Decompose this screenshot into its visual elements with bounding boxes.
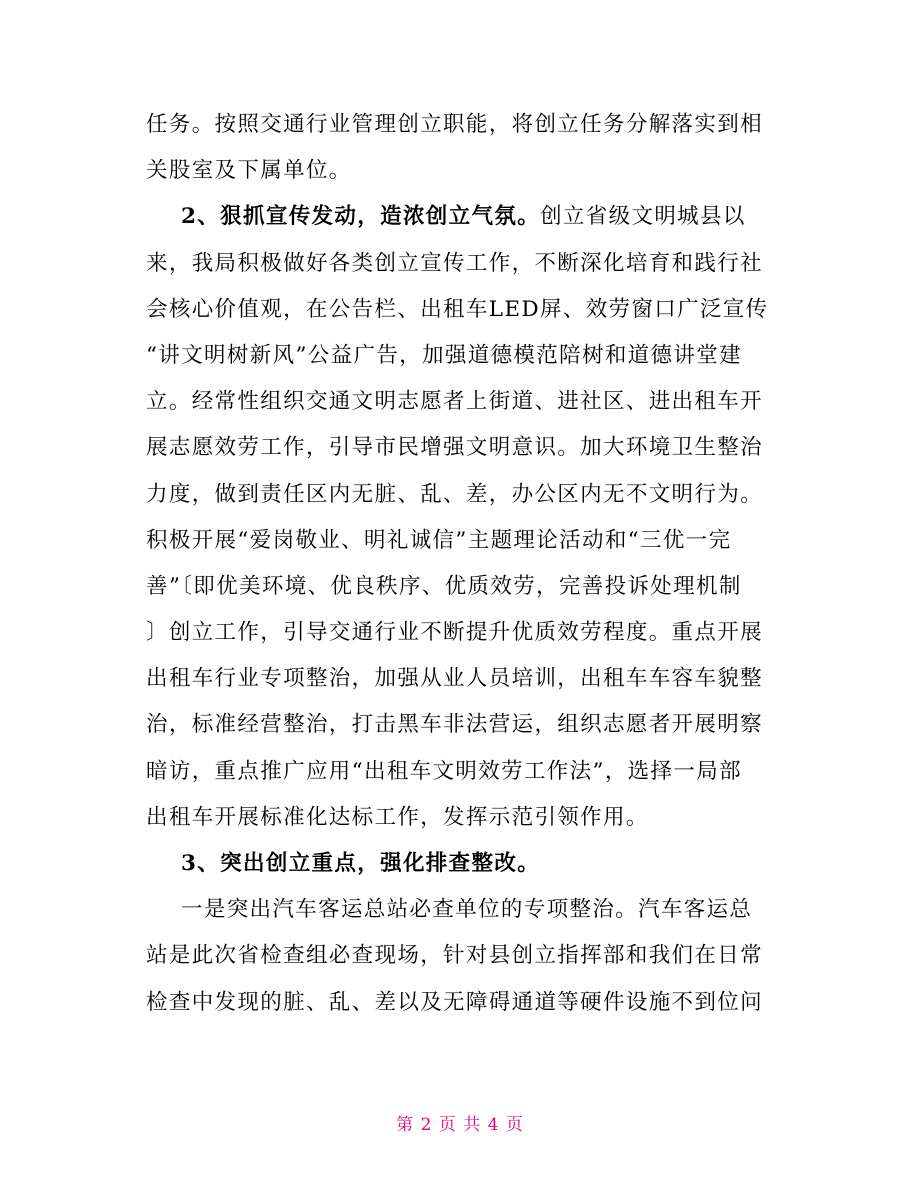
body-text: 展志愿效劳工作，引导市民增强文明意识。加大环境卫生整治	[146, 435, 763, 461]
text-line	[146, 841, 786, 887]
body-text: 出租车开展标准化达标工作，发挥示范引领作用。	[146, 804, 649, 830]
body-text: 善”〔即优美环境、优良秩序、优质效劳，完善投诉处理机制	[146, 573, 742, 599]
text-line	[146, 379, 786, 425]
body-text: 关股室及下属单位。	[146, 158, 352, 184]
text-line	[146, 702, 786, 748]
text-line	[146, 241, 786, 287]
text-line	[146, 148, 786, 194]
body-text: 会核心价值观，在公告栏、出租车LED屏、效劳窗口广泛宣传	[146, 296, 769, 322]
body-text: “讲文明树新风”公益广告，加强道德模范陪树和道德讲堂建	[146, 342, 742, 368]
body-text: 立。经常性组织交通文明志愿者上街道、进社区、进出租车开	[146, 389, 763, 415]
text-line	[146, 518, 786, 564]
text-line	[146, 287, 786, 333]
body-text: 一是突出汽车客运总站必查单位的专项整治。汽车客运总	[181, 897, 753, 923]
body-text: 创立省级文明城县以	[540, 204, 746, 230]
section-heading: 3、突出创立重点，强化排查整改。	[181, 851, 541, 876]
text-line	[146, 472, 786, 518]
section-heading: 2、狠抓宣传发动，造浓创立气氛。	[181, 204, 541, 230]
body-text: 来，我局积极做好各类创立宣传工作，不断深化培育和践行社	[146, 250, 763, 276]
text-line	[146, 933, 786, 979]
text-line	[146, 102, 786, 148]
text-line	[146, 610, 786, 656]
text-line	[146, 980, 786, 1026]
text-line	[146, 656, 786, 702]
document-body	[146, 102, 786, 1026]
text-line	[146, 194, 786, 240]
body-text: 出租车行业专项整治，加强从业人员培训，出租车车容车貌整	[146, 666, 763, 692]
page-number-footer: 第 2 页 共 4 页	[396, 1115, 524, 1135]
body-text: 站是此次省检查组必查现场，针对县创立指挥部和我们在日常	[146, 943, 763, 969]
body-text: 〕创立工作，引导交通行业不断提升优质效劳程度。重点开展	[146, 620, 763, 646]
text-line	[146, 795, 786, 841]
body-text: 检查中发现的脏、乱、差以及无障碍通道等硬件设施不到位问	[146, 989, 763, 1015]
text-line	[146, 887, 786, 933]
text-line	[146, 749, 786, 795]
text-line	[146, 564, 786, 610]
body-text: 积极开展“爱岗敬业、明礼诚信”主题理论活动和“三优一完	[146, 527, 732, 553]
body-text: 力度，做到责任区内无脏、乱、差，办公区内无不文明行为。	[146, 481, 763, 507]
body-text: 任务。按照交通行业管理创立职能，将创立任务分解落实到相	[146, 112, 763, 137]
text-line	[146, 425, 786, 471]
body-text: 暗访，重点推广应用“出租车文明效劳工作法”，选择一局部	[146, 758, 742, 784]
body-text: 治，标准经营整治，打击黑车非法营运，组织志愿者开展明察	[146, 712, 763, 738]
text-line	[146, 333, 786, 379]
